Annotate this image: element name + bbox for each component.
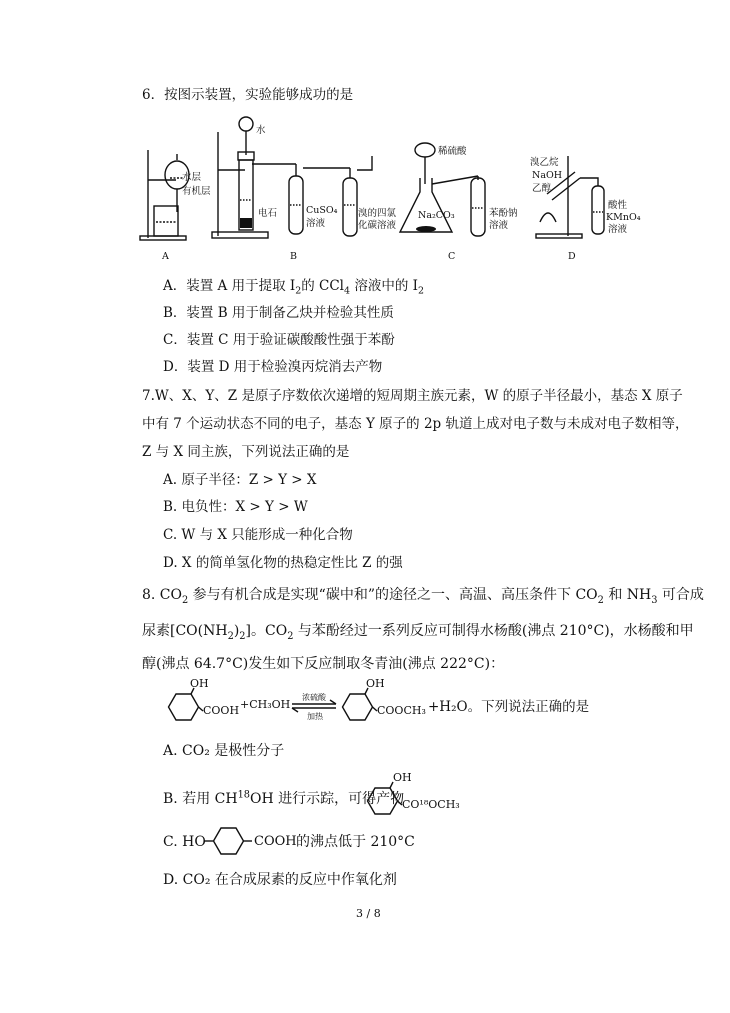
q6-stem: 6．按图示装置，实验能够成功的是 (142, 87, 354, 103)
label-solution-d: 溶液 (608, 224, 628, 235)
label-bromine: 溴的四氯 (358, 208, 397, 219)
q8-option-c-text: 的沸点低于 210°C (296, 834, 415, 850)
apparatus-label-b: B (290, 251, 297, 262)
condition-heat: 加热 (307, 712, 323, 721)
salicylic-cooh: COOH (203, 704, 240, 717)
q7-option-c: C. W 与 X 只能形成一种化合物 (163, 527, 353, 543)
methanol-reactant: +CH₃OH (240, 698, 291, 711)
q8-stem-line3: 醇(沸点 64.7°C)发生如下反应制取冬青油(沸点 222°C)： (142, 656, 505, 672)
q7-stem-line3: Z 与 X 同主族，下列说法正确的是 (142, 444, 350, 460)
q8-stem-line1: 8. $CO_2$ 参与有机合成是实现“碳中和”的途径之一、高温、高压条件下 $CO_2$ 和 $NH_3$ 可合成 (142, 587, 704, 606)
label-ethanol: 乙醇 (532, 183, 552, 194)
label-sodium-phenoxide: 苯酚钠 (489, 208, 518, 219)
label-na2co3: Na₂CO₃ (418, 210, 455, 221)
q7-option-b: B. 电负性：X > Y > W (163, 499, 308, 515)
q8-stem-line2: 尿素$[CO(NH_2)_2]$。$CO_2$ 与苯酚经过一系列反应可制得水杨酸(沸点 210°C)，水杨酸和甲 (142, 623, 694, 642)
salicylic-acid-ring (169, 688, 204, 720)
label-acidic: 酸性 (608, 200, 628, 211)
q7-option-d: D. X 的简单氢化物的热稳定性比 Z 的强 (163, 555, 403, 571)
apparatus-label-d: D (568, 251, 576, 262)
q6-option-a: A．装置 A 用于提取 $I_2$的 CCl$_4$ 溶液中的 $I_2$ (163, 278, 424, 297)
label-cuso4: CuSO₄ (306, 205, 338, 216)
salicylic-oh: OH (190, 677, 209, 690)
label-solution-c: 溶液 (489, 220, 509, 231)
apparatus-label-c: C (448, 251, 456, 262)
q8-option-c-cooh: COOH (254, 834, 297, 849)
label-naoh: NaOH (532, 170, 563, 181)
q8-option-a: A. CO₂ 是极性分子 (163, 743, 285, 759)
label-bromoethane: 溴乙烷 (530, 157, 559, 168)
option-b-oh: OH (393, 771, 412, 784)
q7-stem-line1: 7.W、X、Y、Z 是原子序数依次递增的短周期主族元素，W 的原子半径最小，基态 X 原子 (142, 388, 683, 404)
product-cooch3: COOCH₃ (377, 704, 426, 717)
q8-option-c-ho: C. HO (163, 834, 206, 850)
q7-stem-line2: 中有 7 个运动状态不同的电子，基态 Y 原子的 2p 轨道上成对电子数与未成对电子数相等， (142, 416, 689, 432)
methyl-salicylate-ring (343, 688, 378, 720)
equation-tail: +H₂O。下列说法正确的是 (428, 699, 590, 715)
q6-option-c: C．装置 C 用于验证碳酸酸性强于苯酚 (163, 332, 395, 348)
q6-option-b: B．装置 B 用于制备乙炔并检验其性质 (163, 305, 394, 321)
product-oh: OH (366, 677, 385, 690)
apparatus-label-a: A (162, 251, 169, 262)
label-ccl4: 化碳溶液 (358, 220, 397, 231)
q8-option-b: B. 若用 CH$^{18}$OH 进行示踪，可得产物 (163, 789, 405, 807)
label-water-layer: 水层 (182, 172, 202, 183)
condition-h2so4: 浓硫酸 (302, 693, 326, 702)
label-kmno4: KMnO₄ (606, 212, 641, 223)
q8-option-d: D. CO₂ 在合成尿素的反应中作氧化剂 (163, 872, 397, 888)
label-organic-layer: 有机层 (182, 186, 211, 197)
label-solution-1: 溶液 (306, 218, 326, 229)
option-c-ring (205, 828, 252, 854)
label-dilute-acid: 稀硫酸 (438, 146, 467, 157)
q7-option-a: A. 原子半径：Z > Y > X (163, 472, 317, 488)
page-number: 3 / 8 (356, 907, 381, 920)
option-b-ester-group: CO¹⁸OCH₃ (402, 798, 460, 811)
label-carbide: 电石 (258, 208, 278, 219)
label-water: 水 (256, 125, 266, 136)
q6-option-d: D．装置 D 用于检验溴丙烷消去产物 (163, 359, 383, 375)
